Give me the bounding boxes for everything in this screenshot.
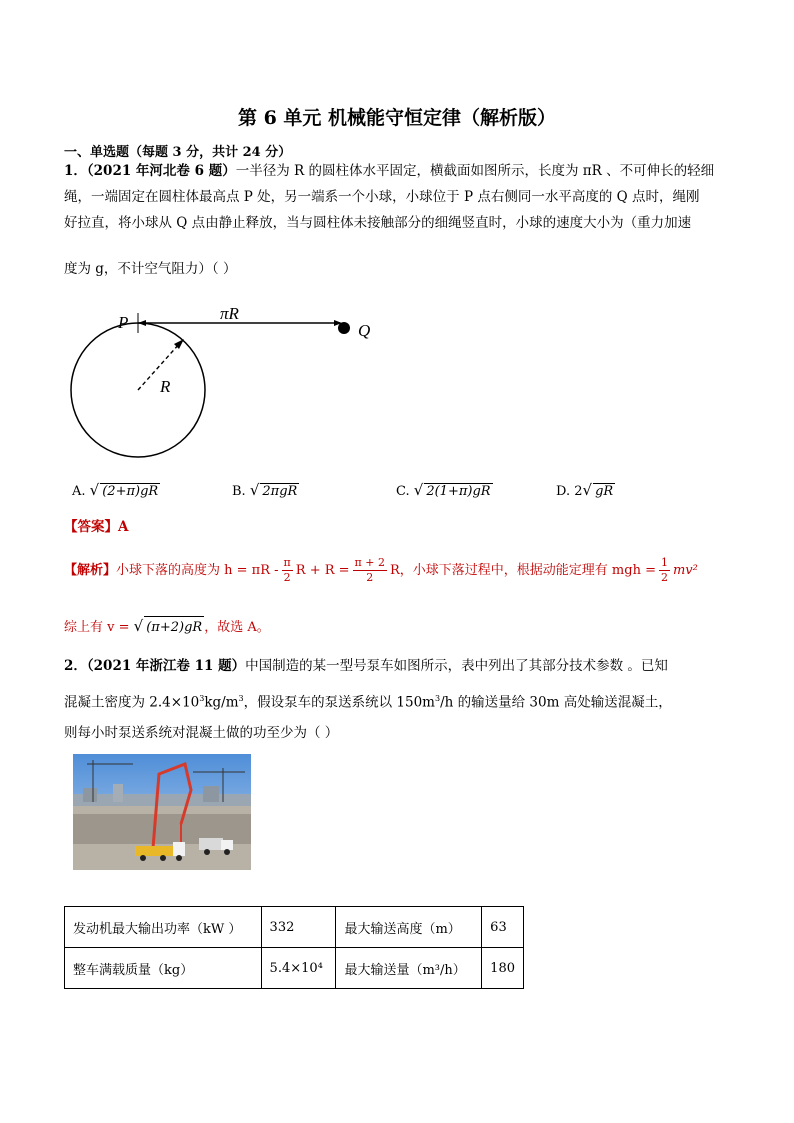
q2-source: （2021 年浙江卷 11 题） — [86, 658, 246, 674]
q2-line-2: 混凝土密度为 $2.4\times 10^3kg/m^3$，假设泵车的泵送系统以 $150m^3/h$ 的输送量给 30m 高处输送混凝土， — [64, 694, 672, 711]
conclusion-part-b: ，故选 A。 — [204, 620, 270, 635]
option-d-expr: gR — [595, 484, 614, 499]
option-b[interactable]: B. √ 2πgR — [232, 481, 298, 499]
option-d-letter: D. — [556, 484, 571, 499]
table-cell: 最大输送高度（m） — [336, 907, 482, 948]
q1-source: （2021 年河北卷 6 题） — [86, 163, 236, 179]
table-row — [65, 948, 524, 989]
table-cell: 发动机最大输出功率（kW ） — [65, 907, 262, 948]
table-row — [65, 907, 524, 948]
q2-line-1 — [64, 655, 668, 677]
conclusion-expr: (π+2)gR — [144, 616, 204, 639]
q1-figure — [70, 308, 390, 468]
option-c-expr: 2(1+π)gR — [426, 484, 491, 499]
pump-truck-photo — [73, 754, 251, 870]
q2-number: 2． — [64, 658, 87, 674]
table-cell: 332 — [261, 907, 336, 948]
table-cell: 5.4×10⁴ — [261, 948, 336, 989]
radius-line — [138, 343, 180, 390]
q1-analysis — [64, 556, 698, 585]
label-p: P — [118, 313, 129, 332]
table-cell: 180 — [482, 948, 524, 989]
label-r: R — [160, 377, 171, 396]
option-c-letter: C. — [396, 484, 410, 499]
option-c[interactable]: C. √ 2(1+π)gR — [396, 481, 491, 499]
answer-value: A — [118, 519, 129, 535]
q1-text-1: 一半径为 R 的圆柱体水平固定，横截面如图所示，长度为 πR 、不可伸长的轻细 — [235, 163, 715, 179]
q1-line-3: 好拉直，将小球从 Q 点由静止释放，当与圆柱体未接触部分的细绳竖直时，小球的速度大小为（重力加速 — [64, 215, 692, 231]
dim-arrow-left — [138, 320, 146, 326]
option-b-expr: 2πgR — [262, 484, 298, 499]
q1-answer — [64, 516, 128, 538]
table-cell: 整车满载质量（kg） — [65, 948, 262, 989]
fraction-pi-over-2: $\frac{\pi}{2}$ — [283, 556, 291, 584]
q1-line-1 — [64, 160, 714, 182]
analysis-part-c: R，小球下落过程中，根据动能定理有 mgh = — [390, 563, 656, 578]
label-q: Q — [358, 321, 371, 340]
analysis-part-d: mv² — [672, 563, 698, 578]
q2-text-1: 中国制造的某一型号泵车如图所示，表中列出了其部分技术参数 。已知 — [245, 658, 668, 674]
page-title: 第 6 单元 机械能守恒定律（解析版） — [237, 107, 557, 129]
analysis-tag: 【解析】 — [64, 563, 117, 578]
option-a-letter: A. — [72, 484, 86, 499]
q1-line-2: 绳，一端固定在圆柱体最高点 P 处，另一端系一个小球，小球位于 P 点右侧同一水平高度的 Q 点时，绳刚 — [64, 189, 700, 205]
fraction-pi-plus-2-over-2: $\frac{\pi + 2}{2}$ — [354, 556, 385, 584]
ball — [338, 322, 350, 334]
q2-line-3: 则每小时泵送系统对混凝土做的功至少为（ ） — [64, 725, 339, 741]
spec-table — [64, 906, 524, 989]
section-heading: 一、单选题（每题 3 分，共计 24 分） — [64, 145, 292, 160]
conclusion-part-a: 综上有 v = — [64, 620, 130, 635]
table-cell: 最大输送量（m³/h） — [336, 948, 482, 989]
analysis-part-b: R + R = — [295, 563, 350, 578]
option-a[interactable]: A. √ (2+π)gR — [72, 481, 159, 499]
table-cell: 63 — [482, 907, 524, 948]
q1-line-4: 度为 g，不计空气阻力）（ ） — [64, 261, 237, 277]
analysis-part-a: 小球下落的高度为 h = πR - — [116, 563, 279, 578]
option-a-expr: (2+π)gR — [102, 484, 159, 499]
answer-tag: 【答案】 — [64, 519, 118, 535]
q1-number: 1． — [64, 163, 87, 179]
option-b-letter: B. — [232, 484, 246, 499]
option-d[interactable]: D. 2√ gR — [556, 481, 614, 499]
label-pi-r: πR — [220, 308, 239, 323]
q1-conclusion: 综上有 v = √ (π+2)gR ，故选 A。 — [64, 615, 270, 639]
option-d-prefix: 2 — [574, 484, 583, 499]
fraction-half: $\frac{1}{2}$ — [660, 556, 668, 584]
